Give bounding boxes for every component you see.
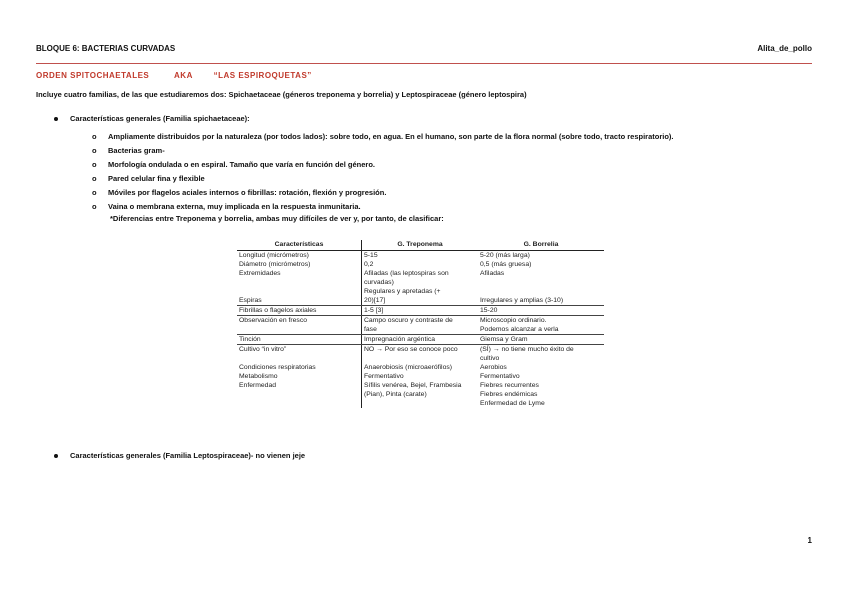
table-row bbox=[237, 260, 604, 269]
cell-line: 1-5 [3] bbox=[364, 307, 384, 314]
cell-line: Enfermedad de Lyme bbox=[480, 400, 545, 407]
comparison-table bbox=[237, 240, 604, 408]
header-borrelia: G. Borrelia bbox=[478, 240, 604, 251]
list-item bbox=[92, 130, 674, 144]
table-cell bbox=[362, 260, 479, 269]
list-item bbox=[92, 144, 674, 158]
table-row bbox=[237, 306, 604, 316]
list-item-text: Móviles por flagelos aciales internos o fibrillas: rotación, flexión y progresión. bbox=[108, 188, 387, 197]
cell-line: Tinción bbox=[239, 336, 261, 343]
list-item-text: Ampliamente distribuidos por la naturaleza (por todos lados): sobre todo, en agua. En el humano, son parte de la flora normal (sobre todo, tracto respiratorio). bbox=[108, 132, 674, 141]
table-cell bbox=[362, 316, 479, 335]
cell-line: 5-20 (más larga) bbox=[480, 252, 530, 259]
cell-line: Afiladas (las leptospiras son bbox=[364, 270, 449, 277]
table-body bbox=[237, 251, 604, 409]
bullet-dot-icon bbox=[54, 454, 58, 458]
cell-line: Aerobios bbox=[480, 364, 507, 371]
table-cell bbox=[362, 345, 479, 409]
cell-line: Giemsa y Gram bbox=[480, 336, 528, 343]
cell-line: Condiciones respiratorias bbox=[239, 364, 316, 371]
cell-line: 0,2 bbox=[364, 261, 374, 268]
table-cell bbox=[237, 316, 362, 335]
cell-line: Regulares y apretadas (+ bbox=[364, 288, 441, 295]
cell-line: (Pian), Pinta (carate) bbox=[364, 391, 427, 398]
circle-bullet-icon: o bbox=[92, 202, 97, 211]
cell-line bbox=[480, 287, 602, 296]
list-item-text: Bacterias gram- bbox=[108, 146, 165, 155]
table-cell bbox=[478, 287, 604, 306]
cell-line: Diámetro (micrómetros) bbox=[239, 261, 311, 268]
cell-line: Fiebres recurrentes bbox=[480, 382, 539, 389]
cell-line: Metabolismo bbox=[239, 373, 278, 380]
section-heading-aka: AKA bbox=[174, 71, 193, 80]
table-cell bbox=[478, 306, 604, 316]
circle-bullet-icon: o bbox=[92, 132, 97, 141]
table-row bbox=[237, 287, 604, 306]
cell-line: Fermentativo bbox=[364, 373, 404, 380]
table-cell bbox=[237, 287, 362, 306]
cell-line: Observación en fresco bbox=[239, 317, 308, 324]
bullet-leptospiraceae bbox=[54, 451, 305, 460]
cell-line: 5-15 bbox=[364, 252, 378, 259]
page-number: 1 bbox=[807, 536, 812, 545]
cell-line: Irregulares y amplias (3-10) bbox=[480, 297, 564, 304]
cell-line: 20)[17] bbox=[364, 297, 386, 304]
cell-line: Cultivo “in vitro” bbox=[239, 346, 287, 353]
header-treponema: G. Treponema bbox=[362, 240, 479, 251]
list-item bbox=[92, 158, 674, 172]
list-item bbox=[92, 186, 674, 200]
cell-line: 0,5 (más gruesa) bbox=[480, 261, 532, 268]
cell-line: 15-20 bbox=[480, 307, 498, 314]
cell-line: Fibrillas o flagelos axiales bbox=[239, 307, 317, 314]
bullet-text: Características generales (Familia Leptospiraceae)- no vienen jeje bbox=[70, 451, 306, 460]
table-row bbox=[237, 269, 604, 287]
table-cell bbox=[237, 260, 362, 269]
intro-paragraph: Incluye cuatro familias, de las que estudiaremos dos: Spichaetaceae (géneros treponema y borrelia) y Leptospiraceae (género leptospira) bbox=[36, 90, 527, 99]
bullet-dot-icon bbox=[54, 117, 58, 121]
table-cell bbox=[237, 269, 362, 287]
circle-bullet-icon: o bbox=[92, 174, 97, 183]
bullet-spichaetaceae bbox=[54, 114, 250, 123]
cell-line: Enfermedad bbox=[239, 382, 277, 389]
section-heading bbox=[36, 71, 312, 80]
document-header-title: BLOQUE 6: BACTERIAS CURVADAS bbox=[36, 44, 176, 53]
bullet-text: Características generales (Familia spichaetaceae): bbox=[70, 114, 250, 123]
cell-line: Longitud (micrómetros) bbox=[239, 252, 309, 259]
table-cell bbox=[237, 345, 362, 409]
table-cell bbox=[478, 345, 604, 409]
list-item bbox=[92, 172, 674, 186]
list-item-text: Pared celular fina y flexible bbox=[108, 174, 205, 183]
cell-line: Fiebres endémicas bbox=[480, 391, 538, 398]
cell-line: Podemos alcanzar a verla bbox=[480, 326, 559, 333]
section-heading-alias: “LAS ESPIROQUETAS” bbox=[213, 71, 312, 80]
header-divider bbox=[36, 63, 812, 64]
cell-line: Sífilis venérea, Bejel, Frambesia bbox=[364, 382, 462, 389]
table-cell bbox=[362, 287, 479, 306]
cell-line: Microscopio ordinario. bbox=[480, 317, 547, 324]
circle-bullet-icon: o bbox=[92, 188, 97, 197]
table-cell bbox=[237, 335, 362, 345]
cell-line bbox=[239, 354, 359, 363]
table-header-row bbox=[237, 240, 604, 251]
cell-line: curvadas) bbox=[364, 279, 394, 286]
cell-line: cultivo bbox=[480, 355, 500, 362]
cell-line bbox=[239, 287, 359, 296]
header-characteristics: Características bbox=[237, 240, 362, 251]
table-cell bbox=[362, 335, 479, 345]
table-cell bbox=[478, 269, 604, 287]
table-cell bbox=[362, 251, 479, 261]
list-item-text: Morfología ondulada o en espiral. Tamaño que varía en función del género. bbox=[108, 160, 375, 169]
cell-line: Espiras bbox=[239, 297, 262, 304]
cell-line: Campo oscuro y contraste de bbox=[364, 317, 453, 324]
cell-line bbox=[364, 354, 476, 363]
cell-line: NO → Por eso se conoce poco bbox=[364, 346, 458, 353]
characteristics-sublist bbox=[92, 130, 674, 214]
table-note: *Diferencias entre Treponema y borrelia, ambas muy difíciles de ver y, por tanto, de clasificar: bbox=[110, 214, 444, 223]
table-row bbox=[237, 335, 604, 345]
cell-line: Impregnación argéntica bbox=[364, 336, 436, 343]
table-row bbox=[237, 345, 604, 409]
cell-line: (SÍ) → no tiene mucho éxito de bbox=[480, 346, 574, 353]
table-cell bbox=[237, 306, 362, 316]
section-heading-order: ORDEN SPITOCHAETALES bbox=[36, 71, 150, 80]
circle-bullet-icon: o bbox=[92, 146, 97, 155]
list-item-text: Vaina o membrana externa, muy implicada en la respuesta inmunitaria. bbox=[108, 202, 361, 211]
table-cell bbox=[478, 316, 604, 335]
cell-line: Fermentativo bbox=[480, 373, 520, 380]
cell-line: fase bbox=[364, 326, 377, 333]
table-cell bbox=[478, 251, 604, 261]
cell-line: Extremidades bbox=[239, 270, 281, 277]
table-cell bbox=[237, 251, 362, 261]
cell-line: Afiladas bbox=[480, 270, 505, 277]
table-cell bbox=[362, 269, 479, 287]
table-row bbox=[237, 251, 604, 261]
table-cell bbox=[478, 260, 604, 269]
cell-line: Anaerobiosis (microaerófilos) bbox=[364, 364, 453, 371]
table-row bbox=[237, 316, 604, 335]
document-header-author: Alita_de_pollo bbox=[757, 44, 812, 53]
table-cell bbox=[478, 335, 604, 345]
list-item bbox=[92, 200, 674, 214]
circle-bullet-icon: o bbox=[92, 160, 97, 169]
table-cell bbox=[362, 306, 479, 316]
